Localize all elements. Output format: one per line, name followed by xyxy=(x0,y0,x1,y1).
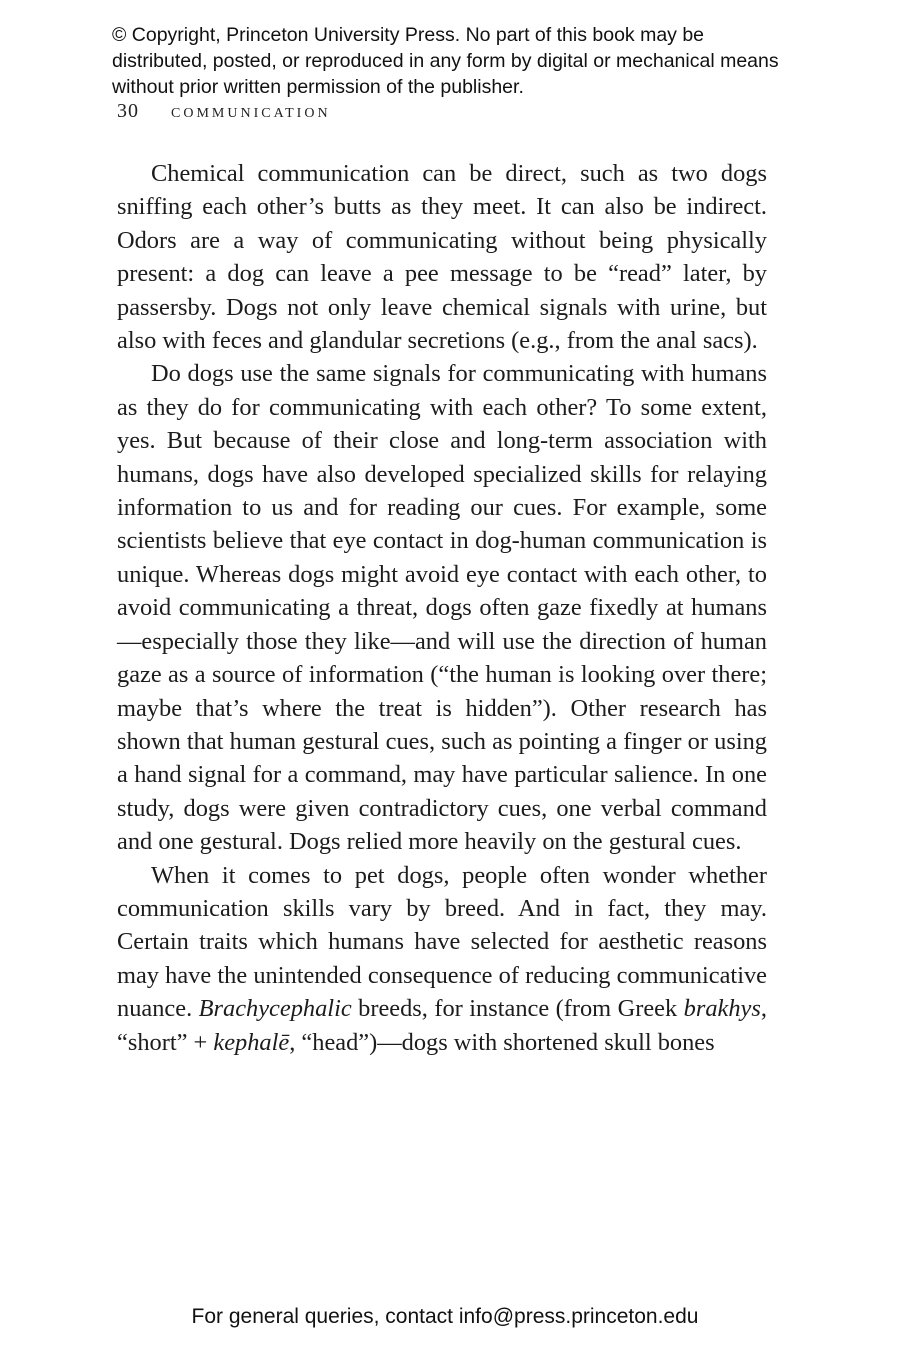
text-run: When it comes to pet dogs, people often wonder whether communication skills vary by breed. And in fact, they may. Certain traits which humans have selected for aesthetic reasons may have the unintended consequence of reducing communicative nuance. xyxy=(117,861,767,1023)
paragraph-human-signals: Do dogs use the same signals for communicating with humans as they do for communicating with each other? To some extent, yes. But because of their close and long-term association with humans, dogs have also developed specialized skills for relaying information to us and for reading our cues. For example, some scientists believe that eye contact in dog-human communication is unique. Whereas dogs might avoid eye contact with each other, to avoid communicating a threat, dogs often gaze fixedly at humans—especially those they like—and will use the direction of human gaze as a source of information (“the human is looking over there; maybe that’s where the treat is hidden”). Other research has shown that human gestural cues, such as pointing a finger or using a hand signal for a command, may have particular salience. In one study, dogs were given contradictory cues, one verbal command and one gestural. Dogs relied more heavily on the gestural cues. xyxy=(117,360,767,856)
page-number: 30 xyxy=(117,100,139,122)
italic-term-brachycephalic: Brachycephalic xyxy=(198,995,352,1023)
paragraph-breed-differences xyxy=(117,859,767,1059)
paragraph-chemical-communication: Chemical communication can be direct, such as two dogs sniffing each other’s butts as they meet. It can also be indirect. Odors are a way of communicating without being physically present: a dog can leave a pee message to be “read” later, by passersby. Dogs not only leave chemical signals with urine, but also with feces and glandular secretions (e.g., from the anal sacs). xyxy=(117,160,767,355)
italic-term-kephale: kephalē xyxy=(213,1028,290,1056)
text-run: , “head”)—dogs with shortened skull bones xyxy=(289,1028,715,1056)
running-head xyxy=(117,98,331,124)
italic-term-brakhys: brakhys xyxy=(683,995,761,1023)
copyright-notice: © Copyright, Princeton University Press. No part of this book may be distributed, posted, or reproduced in any form by digital or mechanical means without prior written permission of the publisher. xyxy=(112,24,779,98)
text-run: breeds, for instance (from Greek xyxy=(351,995,684,1023)
section-title: communication xyxy=(171,100,331,122)
footer-contact: For general queries, contact info@press.princeton.edu xyxy=(191,1305,699,1328)
body-text xyxy=(117,157,767,1059)
text-run: , “short” + xyxy=(117,995,767,1056)
